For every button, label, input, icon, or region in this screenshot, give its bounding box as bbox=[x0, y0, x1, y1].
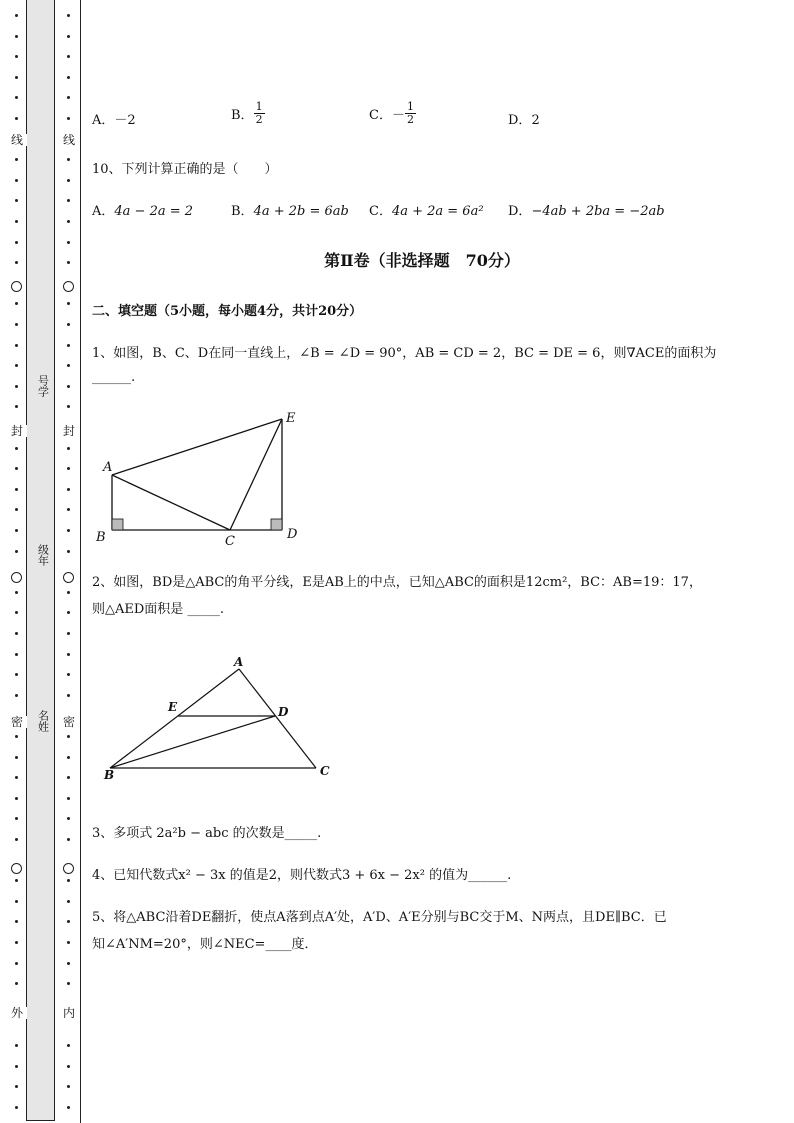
separator-dot bbox=[15, 694, 18, 697]
segment-bd bbox=[110, 716, 275, 768]
separator-dot bbox=[67, 96, 70, 99]
separator-dot bbox=[15, 179, 18, 182]
seal-char-feng: 封 bbox=[59, 425, 79, 437]
separator-dot bbox=[67, 199, 70, 202]
separator-dot bbox=[67, 1044, 70, 1047]
fraction-denominator: 2 bbox=[255, 113, 263, 126]
separator-dot bbox=[15, 550, 18, 553]
separator-dot bbox=[67, 261, 70, 264]
separator-dot bbox=[67, 694, 70, 697]
separator-dot bbox=[67, 220, 70, 223]
separator-dot bbox=[67, 838, 70, 841]
fraction bbox=[254, 101, 265, 126]
option-label: D． bbox=[508, 113, 532, 128]
separator-dot bbox=[15, 632, 18, 635]
separator-dot bbox=[15, 199, 18, 202]
separator-dot bbox=[15, 1085, 18, 1088]
q2-blank: 则△AED面积是 _____. bbox=[92, 602, 225, 617]
q9-option-a bbox=[92, 109, 136, 128]
separator-dot bbox=[15, 879, 18, 882]
separator-dot bbox=[15, 14, 18, 17]
separator-dot bbox=[15, 941, 18, 944]
separator-dot bbox=[15, 756, 18, 759]
minus-sign: － bbox=[391, 108, 405, 123]
separator-dot bbox=[67, 179, 70, 182]
separator-dot bbox=[67, 241, 70, 244]
point-label-b: B bbox=[104, 768, 115, 782]
figure-2-diagram bbox=[98, 652, 338, 784]
separator-dot bbox=[15, 1106, 18, 1109]
separator-dot bbox=[15, 117, 18, 120]
separator-dot bbox=[67, 776, 70, 779]
q1-blank: ______. bbox=[92, 370, 136, 385]
point-label-a: A bbox=[234, 655, 244, 669]
separator-dot bbox=[15, 261, 18, 264]
q10-option-b bbox=[231, 200, 349, 219]
q3-text: 3、多项式 2a²b − abc 的次数是_____. bbox=[92, 826, 322, 841]
name-label bbox=[28, 710, 58, 736]
separator-dot bbox=[15, 488, 18, 491]
point-label-e: E bbox=[286, 411, 296, 426]
q9-option-c bbox=[369, 101, 416, 126]
separator-dot bbox=[15, 302, 18, 305]
fraction-numerator: 1 bbox=[255, 100, 263, 113]
fraction-denominator: 2 bbox=[406, 113, 414, 126]
separator-dot bbox=[67, 447, 70, 450]
separator-dot bbox=[67, 488, 70, 491]
separator-dot bbox=[15, 158, 18, 161]
circle-mark bbox=[11, 281, 22, 292]
separator-dot bbox=[67, 385, 70, 388]
circle-mark bbox=[11, 572, 22, 583]
q1-text: 1、如图，B、C、D在同一直线上，∠B = ∠D = 90°，AB = CD = 2，BC = DE = 6，则∇ACE的面积为 bbox=[92, 346, 717, 361]
separator-dot bbox=[15, 529, 18, 532]
q9-option-b bbox=[231, 101, 265, 126]
separator-dot bbox=[67, 117, 70, 120]
option-value: 2 bbox=[531, 113, 540, 128]
option-label: A． bbox=[92, 113, 115, 128]
separator-dot bbox=[67, 632, 70, 635]
separator-dot bbox=[67, 797, 70, 800]
option-label: C． bbox=[369, 204, 392, 219]
separator-dot bbox=[15, 900, 18, 903]
separator-dot bbox=[67, 962, 70, 965]
separator-dot bbox=[67, 55, 70, 58]
separator-dot bbox=[67, 900, 70, 903]
separator-dot bbox=[67, 756, 70, 759]
separator-dot bbox=[15, 653, 18, 656]
fraction bbox=[405, 101, 416, 126]
seal-char-xian: 线 bbox=[59, 134, 79, 146]
separator-dot bbox=[67, 405, 70, 408]
seal-char-feng: 封 bbox=[7, 425, 27, 437]
separator-dot bbox=[15, 1044, 18, 1047]
separator-dot bbox=[67, 508, 70, 511]
band-label-text: 号学 bbox=[36, 375, 50, 397]
inner-dotted-line bbox=[59, 0, 79, 1123]
separator-dot bbox=[67, 550, 70, 553]
separator-dot bbox=[15, 447, 18, 450]
option-label: D． bbox=[508, 204, 532, 219]
q10-option-a bbox=[92, 200, 193, 219]
separator-dot bbox=[15, 405, 18, 408]
point-label-b: B bbox=[96, 530, 106, 545]
point-label-d: D bbox=[287, 527, 298, 542]
q5-text-line2: 知∠A′NM=20°，则∠NEC=____度． bbox=[92, 937, 318, 952]
option-expression: 4a − 2a = 2 bbox=[114, 204, 194, 219]
separator-dot bbox=[15, 55, 18, 58]
margin-rule bbox=[80, 0, 81, 1123]
separator-dot bbox=[67, 76, 70, 79]
point-label-e: E bbox=[168, 700, 178, 714]
option-expression: 4a + 2a = 6a² bbox=[391, 204, 484, 219]
separator-dot bbox=[15, 611, 18, 614]
point-label-c: C bbox=[225, 534, 235, 549]
separator-dot bbox=[15, 467, 18, 470]
separator-dot bbox=[67, 467, 70, 470]
seal-char-xian: 线 bbox=[7, 134, 27, 146]
separator-dot bbox=[67, 920, 70, 923]
separator-dot bbox=[67, 941, 70, 944]
option-label: B． bbox=[231, 108, 254, 123]
option-value: －2 bbox=[114, 113, 136, 128]
separator-dot bbox=[67, 158, 70, 161]
q4-text: 4、已知代数式x² − 3x 的值是2，则代数式3 + 6x − 2x² 的值为______. bbox=[92, 868, 512, 883]
right-angle-mark-d bbox=[271, 519, 282, 530]
separator-dot bbox=[67, 879, 70, 882]
point-label-a: A bbox=[103, 460, 113, 475]
separator-dot bbox=[67, 1106, 70, 1109]
separator-dot bbox=[67, 591, 70, 594]
option-label: C． bbox=[369, 108, 392, 123]
separator-dot bbox=[15, 920, 18, 923]
band-label-text: 名姓 bbox=[36, 710, 50, 732]
fraction-numerator: 1 bbox=[406, 100, 414, 113]
separator-dot bbox=[15, 220, 18, 223]
q9-option-d bbox=[508, 109, 540, 128]
separator-dot bbox=[15, 591, 18, 594]
separator-dot bbox=[67, 35, 70, 38]
segment-ac bbox=[112, 475, 230, 530]
separator-dot bbox=[67, 364, 70, 367]
q10-option-d bbox=[508, 200, 665, 219]
separator-dot bbox=[15, 35, 18, 38]
circle-mark bbox=[63, 281, 74, 292]
separator-dot bbox=[15, 673, 18, 676]
option-label: A． bbox=[92, 204, 115, 219]
point-label-d: D bbox=[278, 705, 289, 719]
segment-ce bbox=[230, 419, 282, 530]
q5-text: 5、将△ABC沿着DE翻折，使点A落到点A′处，A′D、A′E分别与BC交于M、N两点，且DE∥BC．已 bbox=[92, 910, 667, 925]
option-expression: 4a + 2b = 6ab bbox=[253, 204, 349, 219]
q2-text: 2、如图，BD是△ABC的角平分线，E是AB上的中点，已知△ABC的面积是12cm²，BC：AB=19：17， bbox=[92, 575, 702, 590]
separator-dot bbox=[67, 817, 70, 820]
option-label: B． bbox=[231, 204, 254, 219]
separator-dot bbox=[15, 1065, 18, 1068]
student-id-label bbox=[28, 375, 58, 401]
separator-dot bbox=[15, 817, 18, 820]
separator-dot bbox=[15, 838, 18, 841]
circle-mark bbox=[63, 572, 74, 583]
separator-dot bbox=[15, 982, 18, 985]
seal-char-mi: 密 bbox=[7, 716, 27, 728]
outer-dotted-line bbox=[7, 0, 27, 1123]
separator-dot bbox=[15, 735, 18, 738]
separator-dot bbox=[15, 344, 18, 347]
seal-char-wai: 外 bbox=[7, 1007, 27, 1019]
figure-1-diagram bbox=[90, 405, 310, 550]
point-label-c: C bbox=[320, 764, 330, 778]
separator-dot bbox=[67, 302, 70, 305]
section2-heading: 二、填空题（5小题，每小题4分，共计20分） bbox=[92, 304, 363, 319]
separator-dot bbox=[67, 653, 70, 656]
circle-mark bbox=[63, 863, 74, 874]
separator-dot bbox=[67, 673, 70, 676]
separator-dot bbox=[67, 529, 70, 532]
separator-dot bbox=[67, 735, 70, 738]
option-expression: −4ab + 2ba = −2ab bbox=[531, 204, 665, 219]
separator-dot bbox=[67, 344, 70, 347]
grade-label bbox=[28, 544, 58, 570]
separator-dot bbox=[15, 364, 18, 367]
separator-dot bbox=[15, 797, 18, 800]
q10-stem: 10、下列计算正确的是（ ） bbox=[92, 162, 278, 177]
segment-ab bbox=[110, 669, 239, 768]
separator-dot bbox=[15, 508, 18, 511]
seal-char-mi: 密 bbox=[59, 716, 79, 728]
seal-char-nei: 内 bbox=[59, 1007, 79, 1019]
separator-dot bbox=[15, 241, 18, 244]
circle-mark bbox=[11, 863, 22, 874]
separator-dot bbox=[67, 982, 70, 985]
segment-ae bbox=[112, 419, 282, 475]
separator-dot bbox=[67, 1085, 70, 1088]
separator-dot bbox=[15, 323, 18, 326]
right-angle-mark-b bbox=[112, 519, 123, 530]
separator-dot bbox=[67, 1065, 70, 1068]
separator-dot bbox=[15, 776, 18, 779]
separator-dot bbox=[15, 96, 18, 99]
q10-option-c bbox=[369, 200, 484, 219]
separator-dot bbox=[67, 14, 70, 17]
part2-title: 第Ⅱ卷（非选择题 70分） bbox=[324, 251, 520, 270]
separator-dot bbox=[15, 76, 18, 79]
separator-dot bbox=[15, 962, 18, 965]
separator-dot bbox=[15, 385, 18, 388]
separator-dot bbox=[67, 323, 70, 326]
separator-dot bbox=[67, 611, 70, 614]
band-label-text: 级年 bbox=[36, 544, 50, 566]
